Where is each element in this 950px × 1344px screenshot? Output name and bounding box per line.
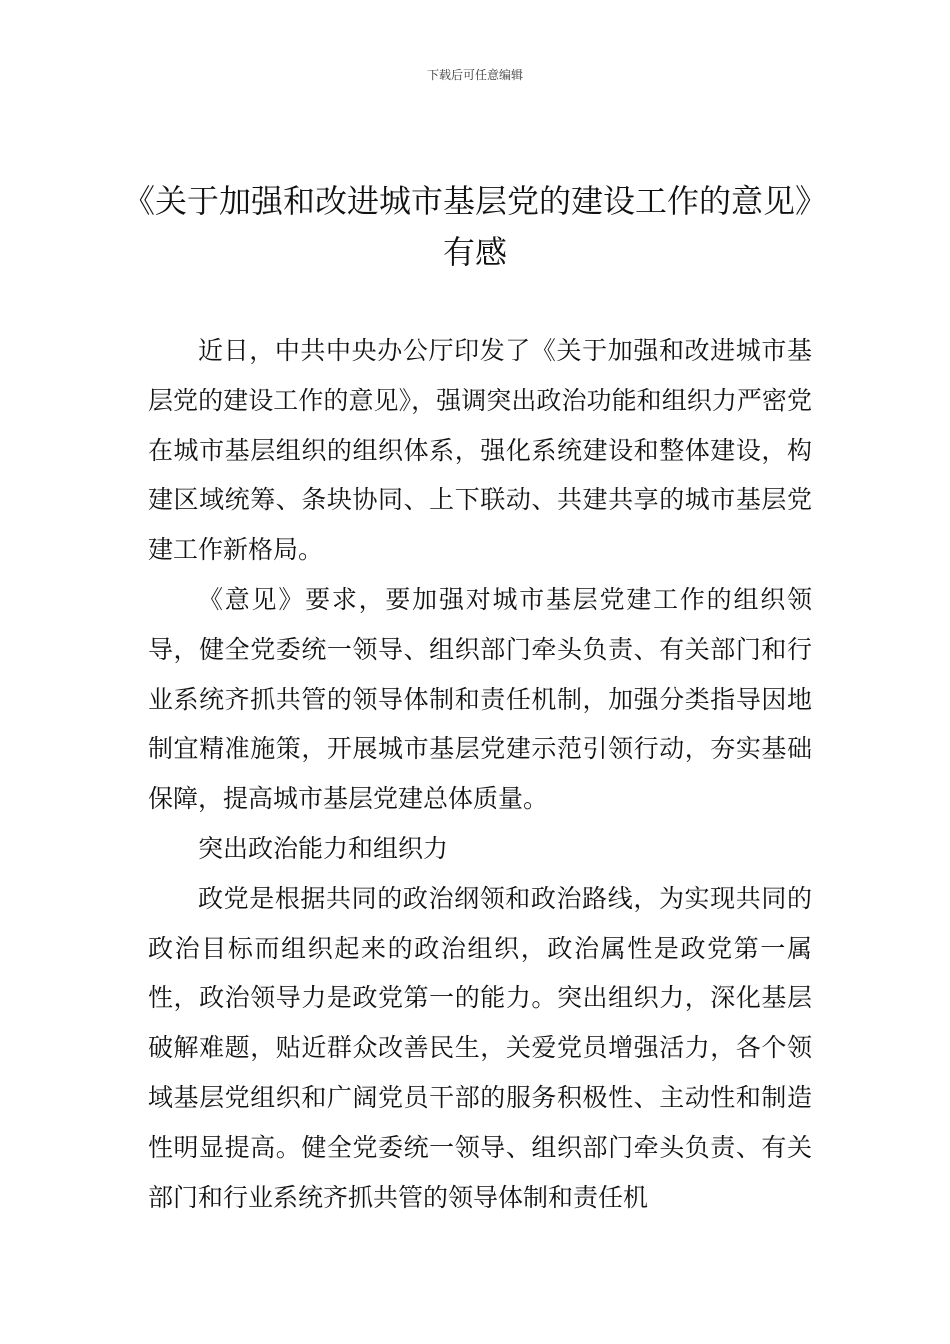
paragraph-1: 近日，中共中央办公厅印发了《关于加强和改进城市基层党的建设工作的意见》，强调突出政治功能和组织力严密党在城市基层组织的组织体系，强化系统建设和整体建设，构建区域统筹、条块协同、上下联动、共建共享的城市基层党建工作新格局。 — [148, 336, 812, 565]
section-heading: 突出政治能力和组织力 — [198, 833, 449, 863]
document-title: 《关于加强和改进城市基层党的建设工作的意见》有感 — [122, 182, 827, 271]
page-header-note: 下载后可任意编辑 — [426, 68, 523, 82]
paragraph-3: 政党是根据共同的政治纲领和政治路线，为实现共同的政治目标而组织起来的政治组织，政治属性是政党第一属性，政治领导力是政党第一的能力。突出组织力，深化基层破解难题，贴近群众改善民生，关爱党员增强活力，各个领域基层党组织和广阔党员干部的服务积极性、主动性和制造性明显提高。健全党委统一领导、组织部门牵头负责、有关部门和行业系统齐抓共管的领导体制和责任机 — [148, 883, 812, 1212]
paragraph-2: 《意见》要求，要加强对城市基层党建工作的组织领导，健全党委统一领导、组织部门牵头负责、有关部门和行业系统齐抓共管的领导体制和责任机制，加强分类指导因地制宜精准施策，开展城市基层党建示范引领行动，夯实基础保障，提高城市基层党建总体质量。 — [148, 584, 812, 814]
document-body — [148, 326, 812, 1222]
